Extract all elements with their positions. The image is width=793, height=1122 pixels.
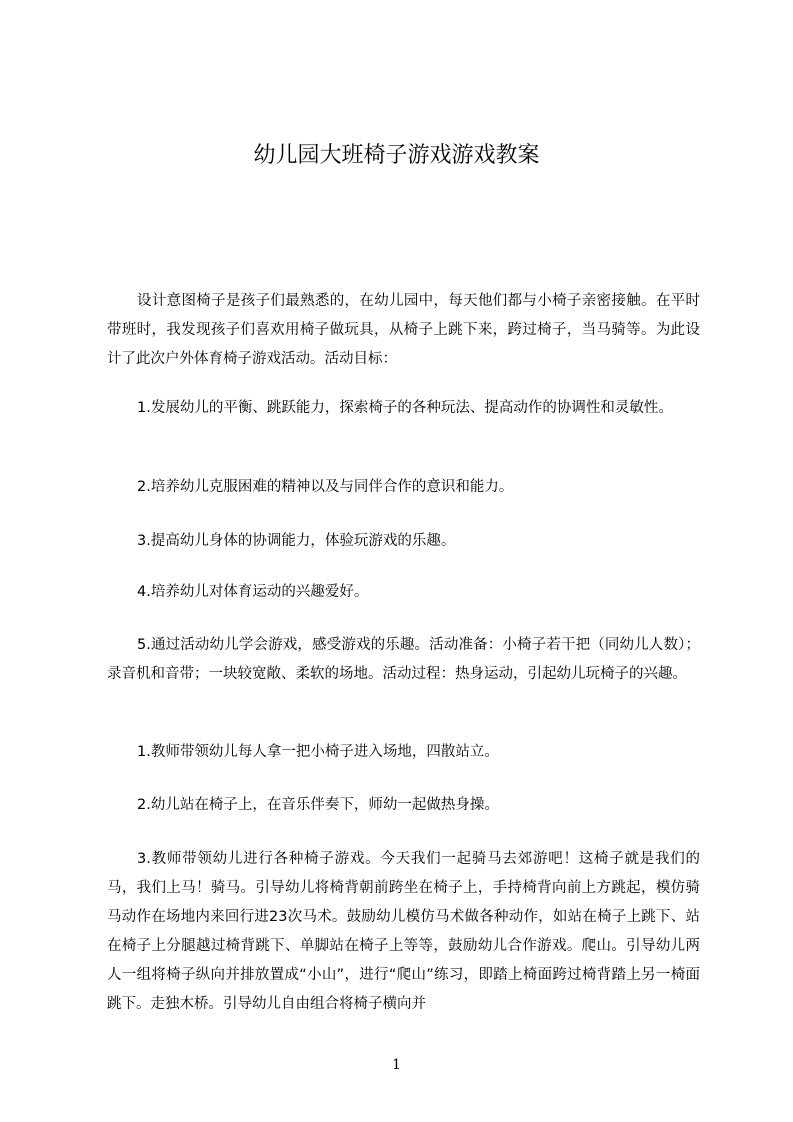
paragraph-step-3: 3.教师带领幼儿进行各种椅子游戏。今天我们一起骑马去郊游吧！这椅子就是我们的马，我们上马！骑马。引导幼儿将椅背朝前跨坐在椅子上，手持椅背向前上方跳起，模仿骑马动作在场地内来回行进23次马术。鼓励幼儿模仿马术做各种动作，如站在椅子上跳下、站在椅子上分腿越过椅背跳下、单脚站在椅子上等等，鼓励幼儿合作游戏。爬山。引导幼儿两人一组将椅子纵向并排放置成“小山”，进行“爬山”练习，即踏上椅面跨过椅背踏上另一椅面跳下。走独木桥。引导幼儿自由组合将椅子横向并 <box>107 851 700 1012</box>
paragraph-goal-4: 4.培养幼儿对体育运动的兴趣爱好。 <box>137 584 369 600</box>
page-number: 1 <box>392 1057 401 1073</box>
paragraph-goal-2: 2.培养幼儿克服困难的精神以及与同伴合作的意识和能力。 <box>137 479 514 495</box>
paragraph-goal-5: 5.通过活动幼儿学会游戏，感受游戏的乐趣。活动准备：小椅子若干把（同幼儿人数）；录音机和音带；一块较宽敞、柔软的场地。活动过程：热身运动，引起幼儿玩椅子的兴趣。 <box>107 637 700 682</box>
paragraph-step-1: 1.教师带领幼儿每人拿一把小椅子进入场地，四散站立。 <box>137 744 499 760</box>
paragraph-design-intent: 设计意图椅子是孩子们最熟悉的，在幼儿园中，每天他们都与小椅子亲密接触。在平时带班时，我发现孩子们喜欢用椅子做玩具，从椅子上跳下来，跨过椅子，当马骑等。为此设计了此次户外体育椅子游戏活动。活动目标： <box>107 293 700 367</box>
paragraph-step-2: 2.幼儿站在椅子上，在音乐伴奏下，师幼一起做热身操。 <box>137 797 499 813</box>
paragraph-goal-3: 3.提高幼儿身体的协调能力，体验玩游戏的乐趣。 <box>137 533 456 549</box>
document-title: 幼儿园大班椅子游戏游戏教案 <box>253 143 540 168</box>
paragraph-goal-1: 1.发展幼儿的平衡、跳跃能力，探索椅子的各种玩法、提高动作的协调性和灵敏性。 <box>137 400 673 416</box>
